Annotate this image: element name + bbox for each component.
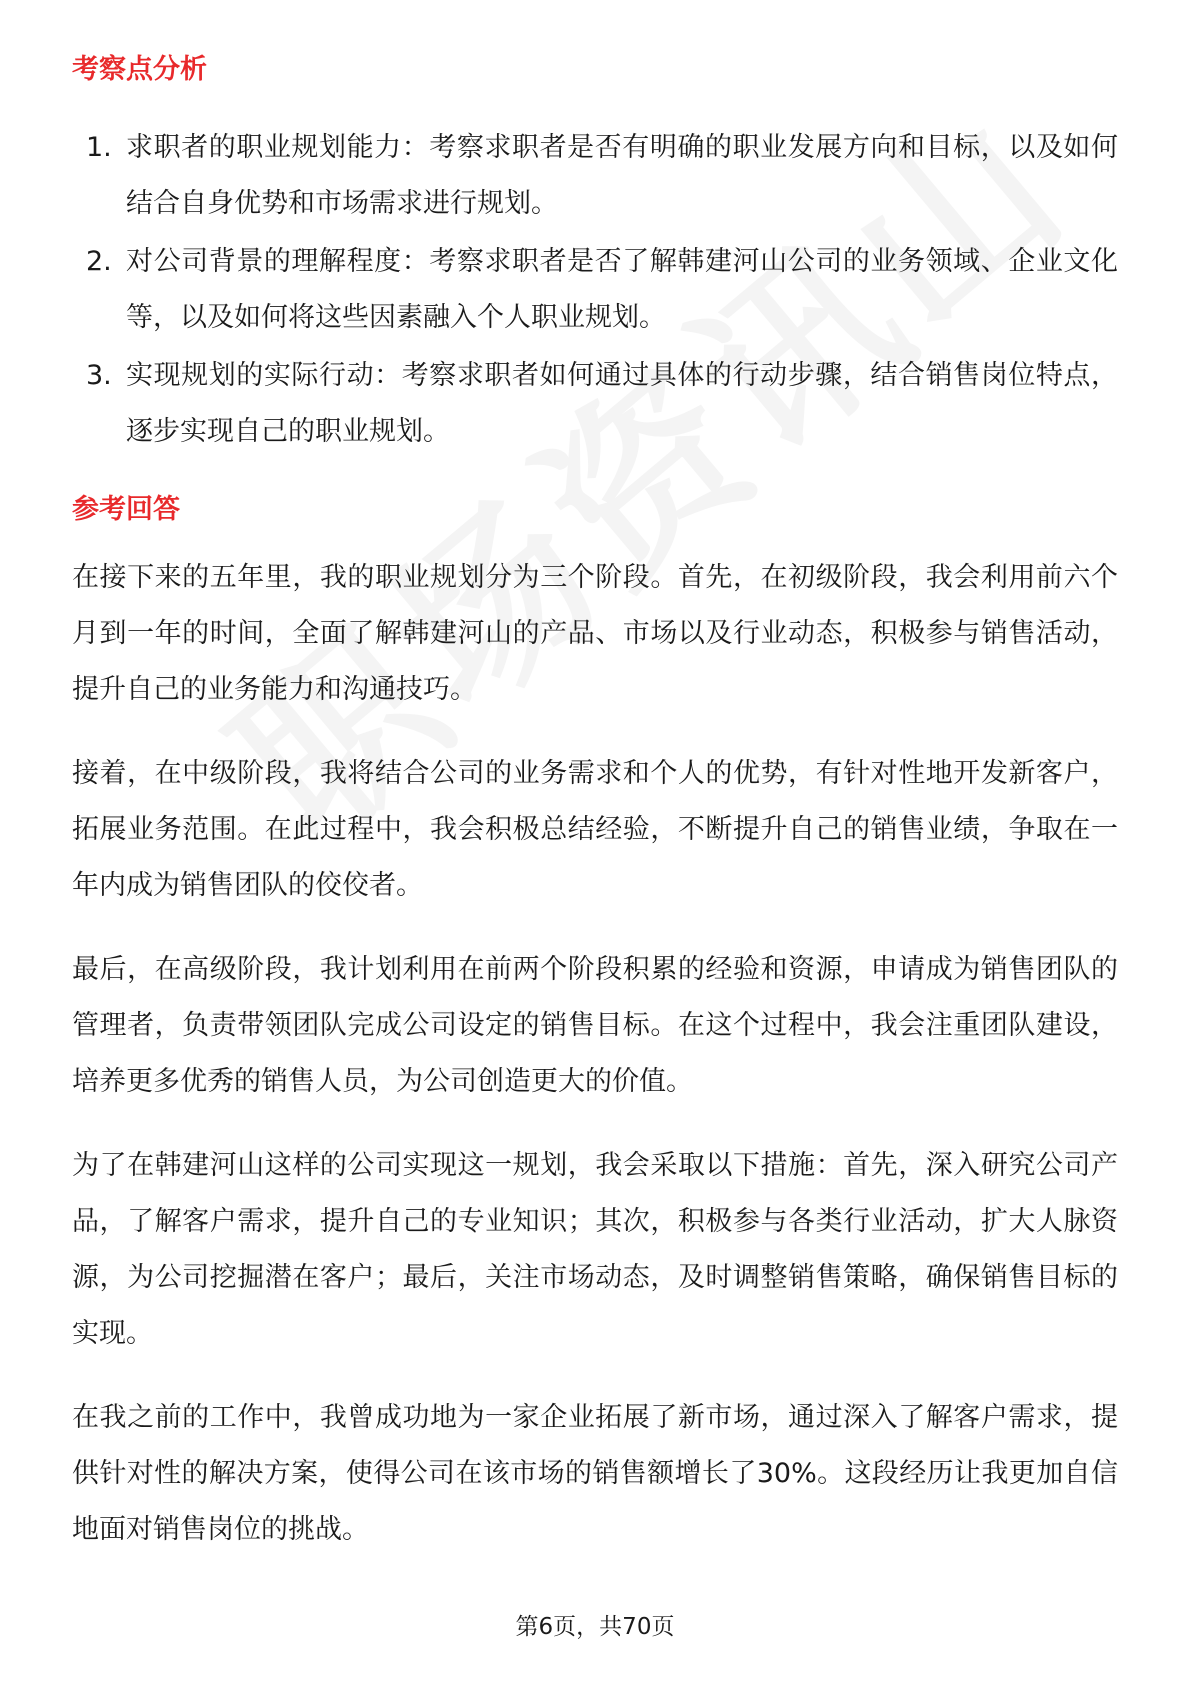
analysis-heading: 考察点分析 [72,54,207,85]
answer-paragraph: 在接下来的五年里，我的职业规划分为三个阶段。首先，在初级阶段，我会利用前六个月到一年的时间，全面了解韩建河山的产品、市场以及行业动态，积极参与销售活动，提升自己的业务能力和沟通技巧。 [72,562,1118,705]
list-item-text: 对公司背景的理解程度：考察求职者是否了解韩建河山公司的业务领域、企业文化等，以及如何将这些因素融入个人职业规划。 [126,246,1118,333]
answer-paragraph: 为了在韩建河山这样的公司实现这一规划，我会采取以下措施：首先，深入研究公司产品，了解客户需求，提升自己的专业知识；其次，积极参与各类行业活动，扩大人脉资源，为公司挖掘潜在客户；最后，关注市场动态，及时调整销售策略，确保销售目标的实现。 [72,1150,1118,1349]
answer-paragraph: 在我之前的工作中，我曾成功地为一家企业拓展了新市场，通过深入了解客户需求，提供针对性的解决方案，使得公司在该市场的销售额增长了30%。这段经历让我更加自信地面对销售岗位的挑战。 [72,1402,1118,1545]
list-item [72,348,1118,460]
answer-paragraph: 接着，在中级阶段，我将结合公司的业务需求和个人的优势，有针对性地开发新客户，拓展业务范围。在此过程中，我会积极总结经验，不断提升自己的销售业绩，争取在一年内成为销售团队的佼佼者。 [72,758,1118,901]
list-item [72,234,1118,346]
list-number: 2. [86,246,112,277]
list-item-text: 实现规划的实际行动：考察求职者如何通过具体的行动步骤，结合销售岗位特点，逐步实现自己的职业规划。 [126,360,1118,447]
page-content [72,50,1118,1586]
list-item [72,120,1118,232]
list-item-text: 求职者的职业规划能力：考察求职者是否有明确的职业发展方向和目标，以及如何结合自身优势和市场需求进行规划。 [126,132,1118,219]
answer-heading: 参考回答 [72,494,180,525]
analysis-list [72,120,1118,460]
list-number: 3. [86,360,112,391]
list-number: 1. [86,132,112,163]
page-number-footer: 第6页，共70页 [515,1614,675,1640]
answer-paragraph: 最后，在高级阶段，我计划利用在前两个阶段积累的经验和资源，申请成为销售团队的管理者，负责带领团队完成公司设定的销售目标。在这个过程中，我会注重团队建设，培养更多优秀的销售人员，为公司创造更大的价值。 [72,954,1118,1097]
